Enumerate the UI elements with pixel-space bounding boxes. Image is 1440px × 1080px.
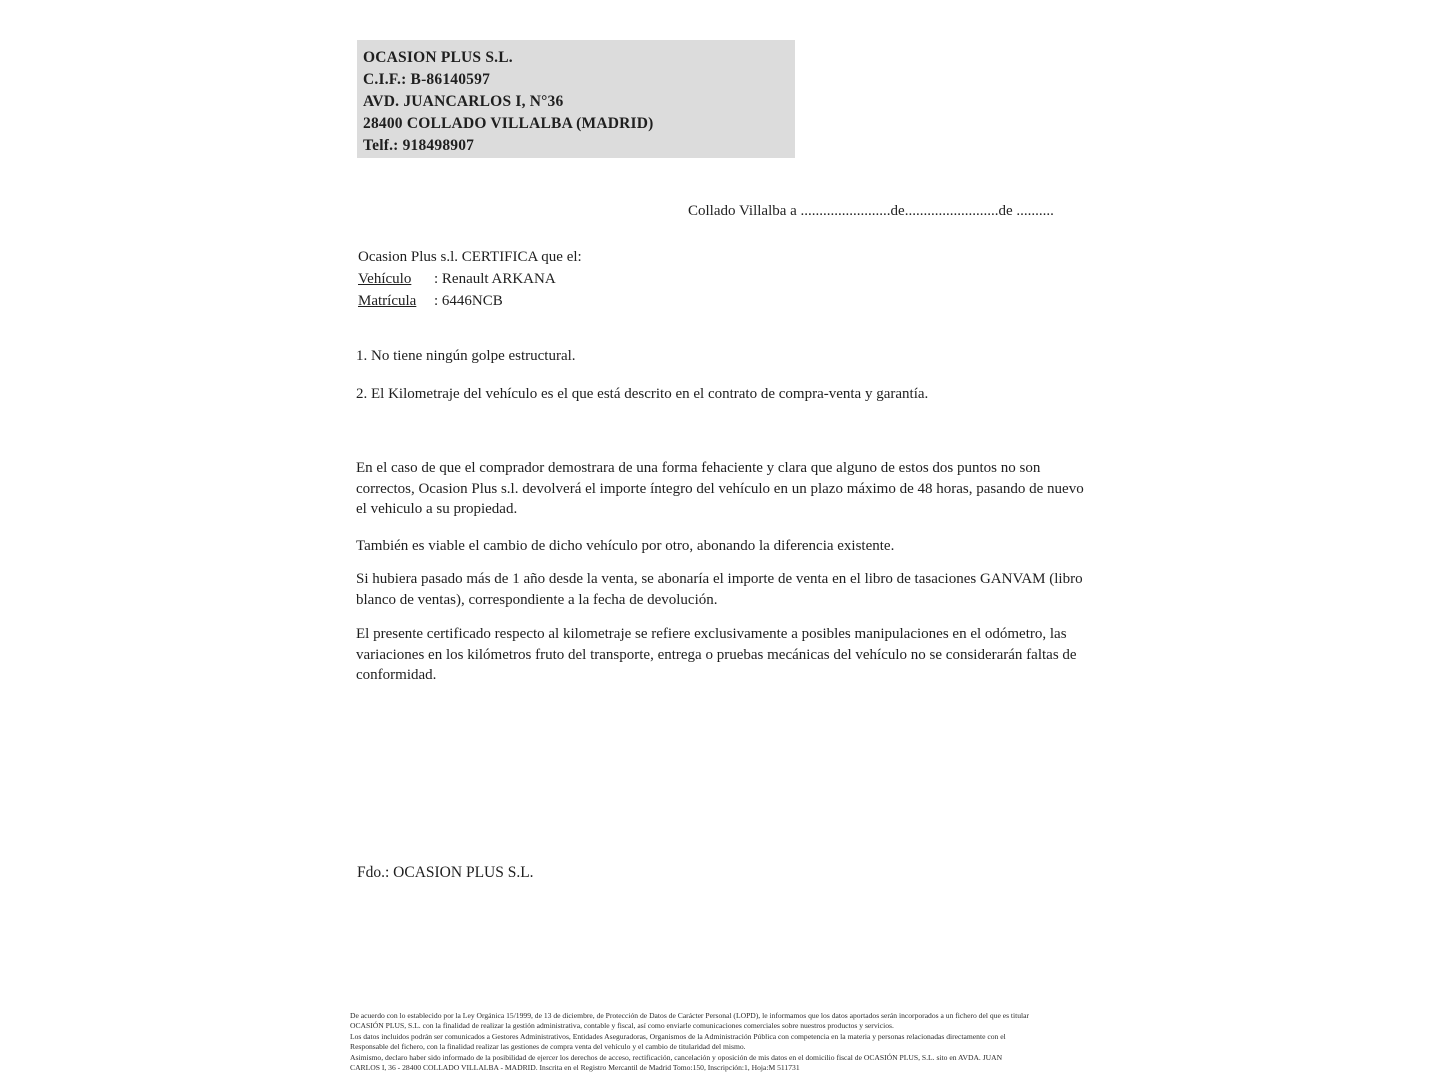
company-address: AVD. JUANCARLOS I, N°36 (363, 93, 564, 110)
certified-point-1: 1. No tiene ningún golpe estructural. (356, 348, 576, 364)
company-city: 28400 COLLADO VILLALBA (MADRID) (363, 115, 654, 132)
company-cif: C.I.F.: B-86140597 (363, 71, 491, 88)
vehicle-label: Vehículo (358, 271, 412, 287)
company-name: OCASION PLUS S.L. (363, 49, 513, 66)
date-line: Collado Villalba a ........................de.........................de .......... (688, 203, 1054, 219)
paragraph-odometer-disclaimer: El presente certificado respecto al kilometraje se refiere exclusivamente a posibles manipulaciones en el odómetro, las variaciones en los kilómetros fruto del transporte, entrega o pruebas mecánicas del vehículo no se considerarán faltas de conformidad. (356, 626, 1077, 683)
legal-line: Asimismo, declaro haber sido informado de la posibilidad de ejercer los derechos de acceso, rectificación, cancelación y oposición de mis datos en el domicilio fiscal de OCASIÓN PLUS, S.L. sito en AVDA. JUAN (350, 1052, 1003, 1062)
legal-line: CARLOS I, 36 - 28400 COLLADO VILLALBA - MADRID. Inscrita en el Registro Mercantil de Madrid Tomo:150, Inscripción:1, Hoja:M 511731 (350, 1063, 800, 1073)
paragraph-exchange-option: También es viable el cambio de dicho vehículo por otro, abonando la diferencia existente. (356, 538, 895, 554)
company-phone: Telf.: 918498907 (363, 137, 475, 154)
paragraph-ganvam-valuation: Si hubiera pasado más de 1 año desde la venta, se abonaría el importe de venta en el libro de tasaciones GANVAM (libro blanco de ventas), correspondiente a la fecha de devolución. (356, 571, 1083, 608)
legal-line: De acuerdo con lo establecido por la Ley Orgánica 15/1999, de 13 de diciembre, de Protección de Datos de Carácter Personal (LOPD), le informamos que los datos aportados serán incorporados a un fichero del que es titular (350, 1011, 1030, 1020)
signature-line: Fdo.: OCASION PLUS S.L. (357, 864, 534, 881)
plate-label: Matrícula (358, 293, 417, 309)
legal-fine-print (350, 1011, 1095, 1073)
certificate-block (358, 246, 582, 312)
certified-point-2: 2. El Kilometraje del vehículo es el que está descrito en el contrato de compra-venta y garantía. (356, 386, 929, 402)
legal-line: OCASIÓN PLUS, S.L. con la finalidad de realizar la gestión administrativa, contable y fiscal, así como enviarle comunicaciones comerciales sobre nuestros productos y servicios. (350, 1021, 894, 1031)
legal-line: Los datos incluidos podrán ser comunicados a Gestores Administrativos, Entidades Aseguradoras, Organismos de la Administración Pública con competencia en la materia y personas relacionadas directamente con el (350, 1031, 1006, 1041)
paragraph-refund-terms: En el caso de que el comprador demostrara de una forma fehaciente y clara que alguno de estos dos puntos no son correctos, Ocasion Plus s.l. devolverá el importe íntegro del vehículo en un plazo máximo de 48 horas, pasando de nuevo el vehiculo a su propiedad. (356, 460, 1084, 517)
legal-line: Responsable del fichero, con la finalidad realizar las gestiones de compra venta del vehículo y el cambio de titularidad del mismo. (350, 1042, 746, 1052)
vehicle-value: : Renault ARKANA (434, 271, 556, 287)
vehicle-row (358, 268, 582, 290)
certifies-intro: Ocasion Plus s.l. CERTIFICA que el: (358, 249, 582, 265)
letterhead (357, 40, 795, 158)
plate-row (358, 290, 582, 312)
plate-value: : 6446NCB (434, 293, 503, 309)
